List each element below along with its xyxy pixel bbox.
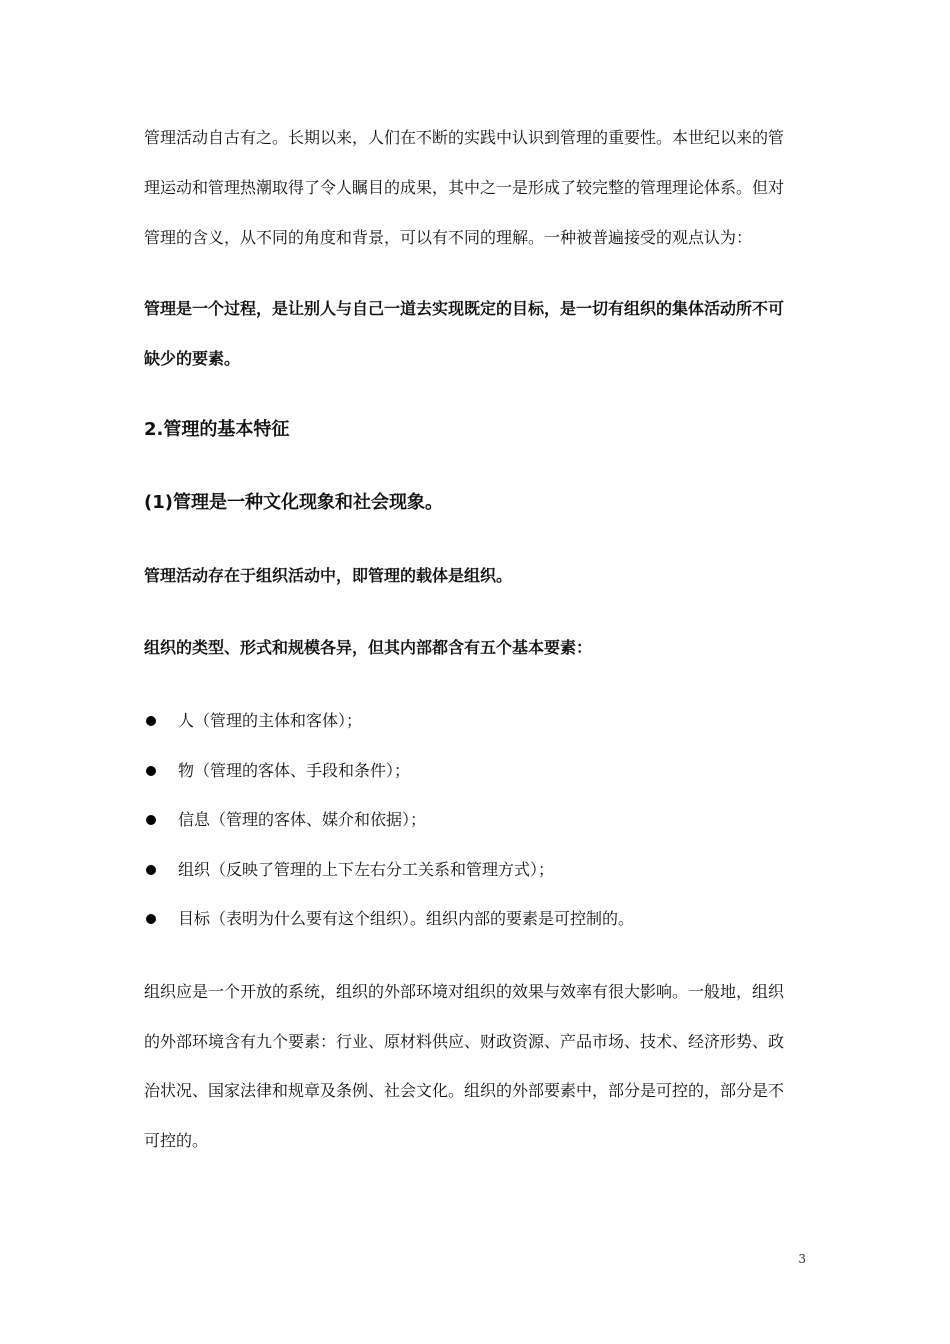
environment-line-2: 的外部环境含有九个要素：行业、原材料供应、财政资源、产品市场、技术、经济形势、政 [144, 1032, 785, 1051]
sub-heading: (1)管理是一种文化现象和社会现象。 [144, 492, 443, 513]
carrier-statement: 管理活动存在于组织活动中，即管理的载体是组织。 [144, 566, 513, 585]
environment-line-4: 可控的。 [144, 1131, 209, 1150]
environment-line-3: 治状况、国家法律和规章及条例、社会文化。组织的外部要素中，部分是可控的，部分是不 [144, 1081, 785, 1100]
bullet-icon [146, 815, 156, 825]
definition-line-1: 管理是一个过程，是让别人与自己一道去实现既定的目标，是一切有组织的集体活动所不可 [144, 299, 785, 318]
bullet-icon [146, 716, 156, 726]
bullet-icon [146, 865, 156, 875]
intro-line-3: 管理的含义，从不同的角度和背景，可以有不同的理解。一种被普遍接受的观点认为： [144, 228, 753, 247]
elements-statement: 组织的类型、形式和规模各异，但其内部都含有五个基本要素： [144, 638, 593, 657]
list-item-text: 人（管理的主体和客体）； [178, 711, 363, 730]
list-item-text: 物（管理的客体、手段和条件）； [178, 761, 411, 780]
environment-line-1: 组织应是一个开放的系统，组织的外部环境对组织的效果与效率有很大影响。一般地，组织 [144, 982, 785, 1001]
intro-line-2: 理运动和管理热潮取得了令人瞩目的成果，其中之一是形成了较完整的管理理论体系。但对 [144, 178, 785, 197]
section-heading: 2.管理的基本特征 [144, 419, 290, 440]
intro-line-1: 管理活动自古有之。长期以来，人们在不断的实践中认识到管理的重要性。本世纪以来的管 [144, 128, 785, 147]
bullet-icon [146, 914, 156, 924]
list-item-text: 信息（管理的客体、媒介和依据）； [178, 810, 427, 829]
bullet-icon [146, 766, 156, 776]
page-number: 3 [798, 1252, 806, 1266]
list-item-text: 组织（反映了管理的上下左右分工关系和管理方式）； [178, 860, 555, 879]
list-item-text: 目标（表明为什么要有这个组织）。组织内部的要素是可控制的。 [178, 909, 635, 928]
definition-line-2: 缺少的要素。 [144, 349, 241, 368]
